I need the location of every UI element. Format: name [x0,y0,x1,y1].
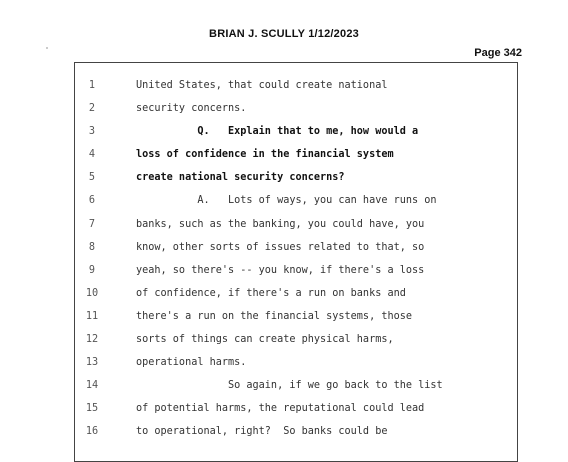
transcript-line [0,172,568,195]
transcript-lines [0,80,568,450]
question-text: Q. Explain that to me, how would a [136,126,419,138]
transcript-line [0,265,568,288]
line-text: sorts of things can create physical harms, [136,334,394,346]
line-number: 8 [88,241,96,253]
transcript-line [0,219,568,242]
line-text: there's a run on the financial systems, those [136,310,413,322]
line-number: 3 [88,126,96,138]
line-number: 16 [85,426,99,438]
transcript-line [0,403,568,426]
line-number: 11 [85,310,99,322]
transcript-line [0,334,568,357]
line-number: 2 [88,103,96,115]
deposition-header-title: BRIAN J. SCULLY 1/12/2023 [209,28,359,40]
question-text: create national security concerns? [136,172,345,184]
transcript-line [0,242,568,265]
scan-speck [46,47,48,49]
transcript-line [0,149,568,172]
line-text: of potential harms, the reputational could lead [136,403,425,415]
question-text: loss of confidence in the financial system [136,149,394,161]
line-number: 14 [85,380,99,392]
line-text: yeah, so there's -- you know, if there's a loss [136,264,425,276]
line-number: 9 [88,264,96,276]
line-number: 6 [88,195,96,207]
line-text: know, other sorts of issues related to that, so [136,241,425,253]
page-number: Page 342 [474,47,522,59]
line-text: United States, that could create national [136,80,388,91]
line-number: 10 [85,287,99,299]
line-text: security concerns. [136,103,247,115]
transcript-line [0,380,568,403]
transcript-line [0,288,568,311]
transcript-line [0,195,568,218]
line-text: banks, such as the banking, you could have, you [136,218,425,230]
line-number: 5 [88,172,96,184]
line-number: 4 [88,149,96,161]
transcript-line [0,311,568,334]
line-number: 12 [85,334,99,346]
line-text: to operational, right? So banks could be [136,426,388,438]
transcript-line [0,126,568,149]
line-text: A. Lots of ways, you can have runs on [136,195,437,207]
line-number: 7 [88,218,96,230]
line-text: of confidence, if there's a run on banks and [136,287,406,299]
transcript-line [0,80,568,103]
line-number: 13 [85,357,99,369]
line-text: So again, if we go back to the list [136,380,443,392]
line-number: 1 [88,80,96,91]
transcript-line [0,357,568,380]
transcript-line [0,103,568,126]
line-number: 15 [85,403,99,415]
line-text: operational harms. [136,357,247,369]
